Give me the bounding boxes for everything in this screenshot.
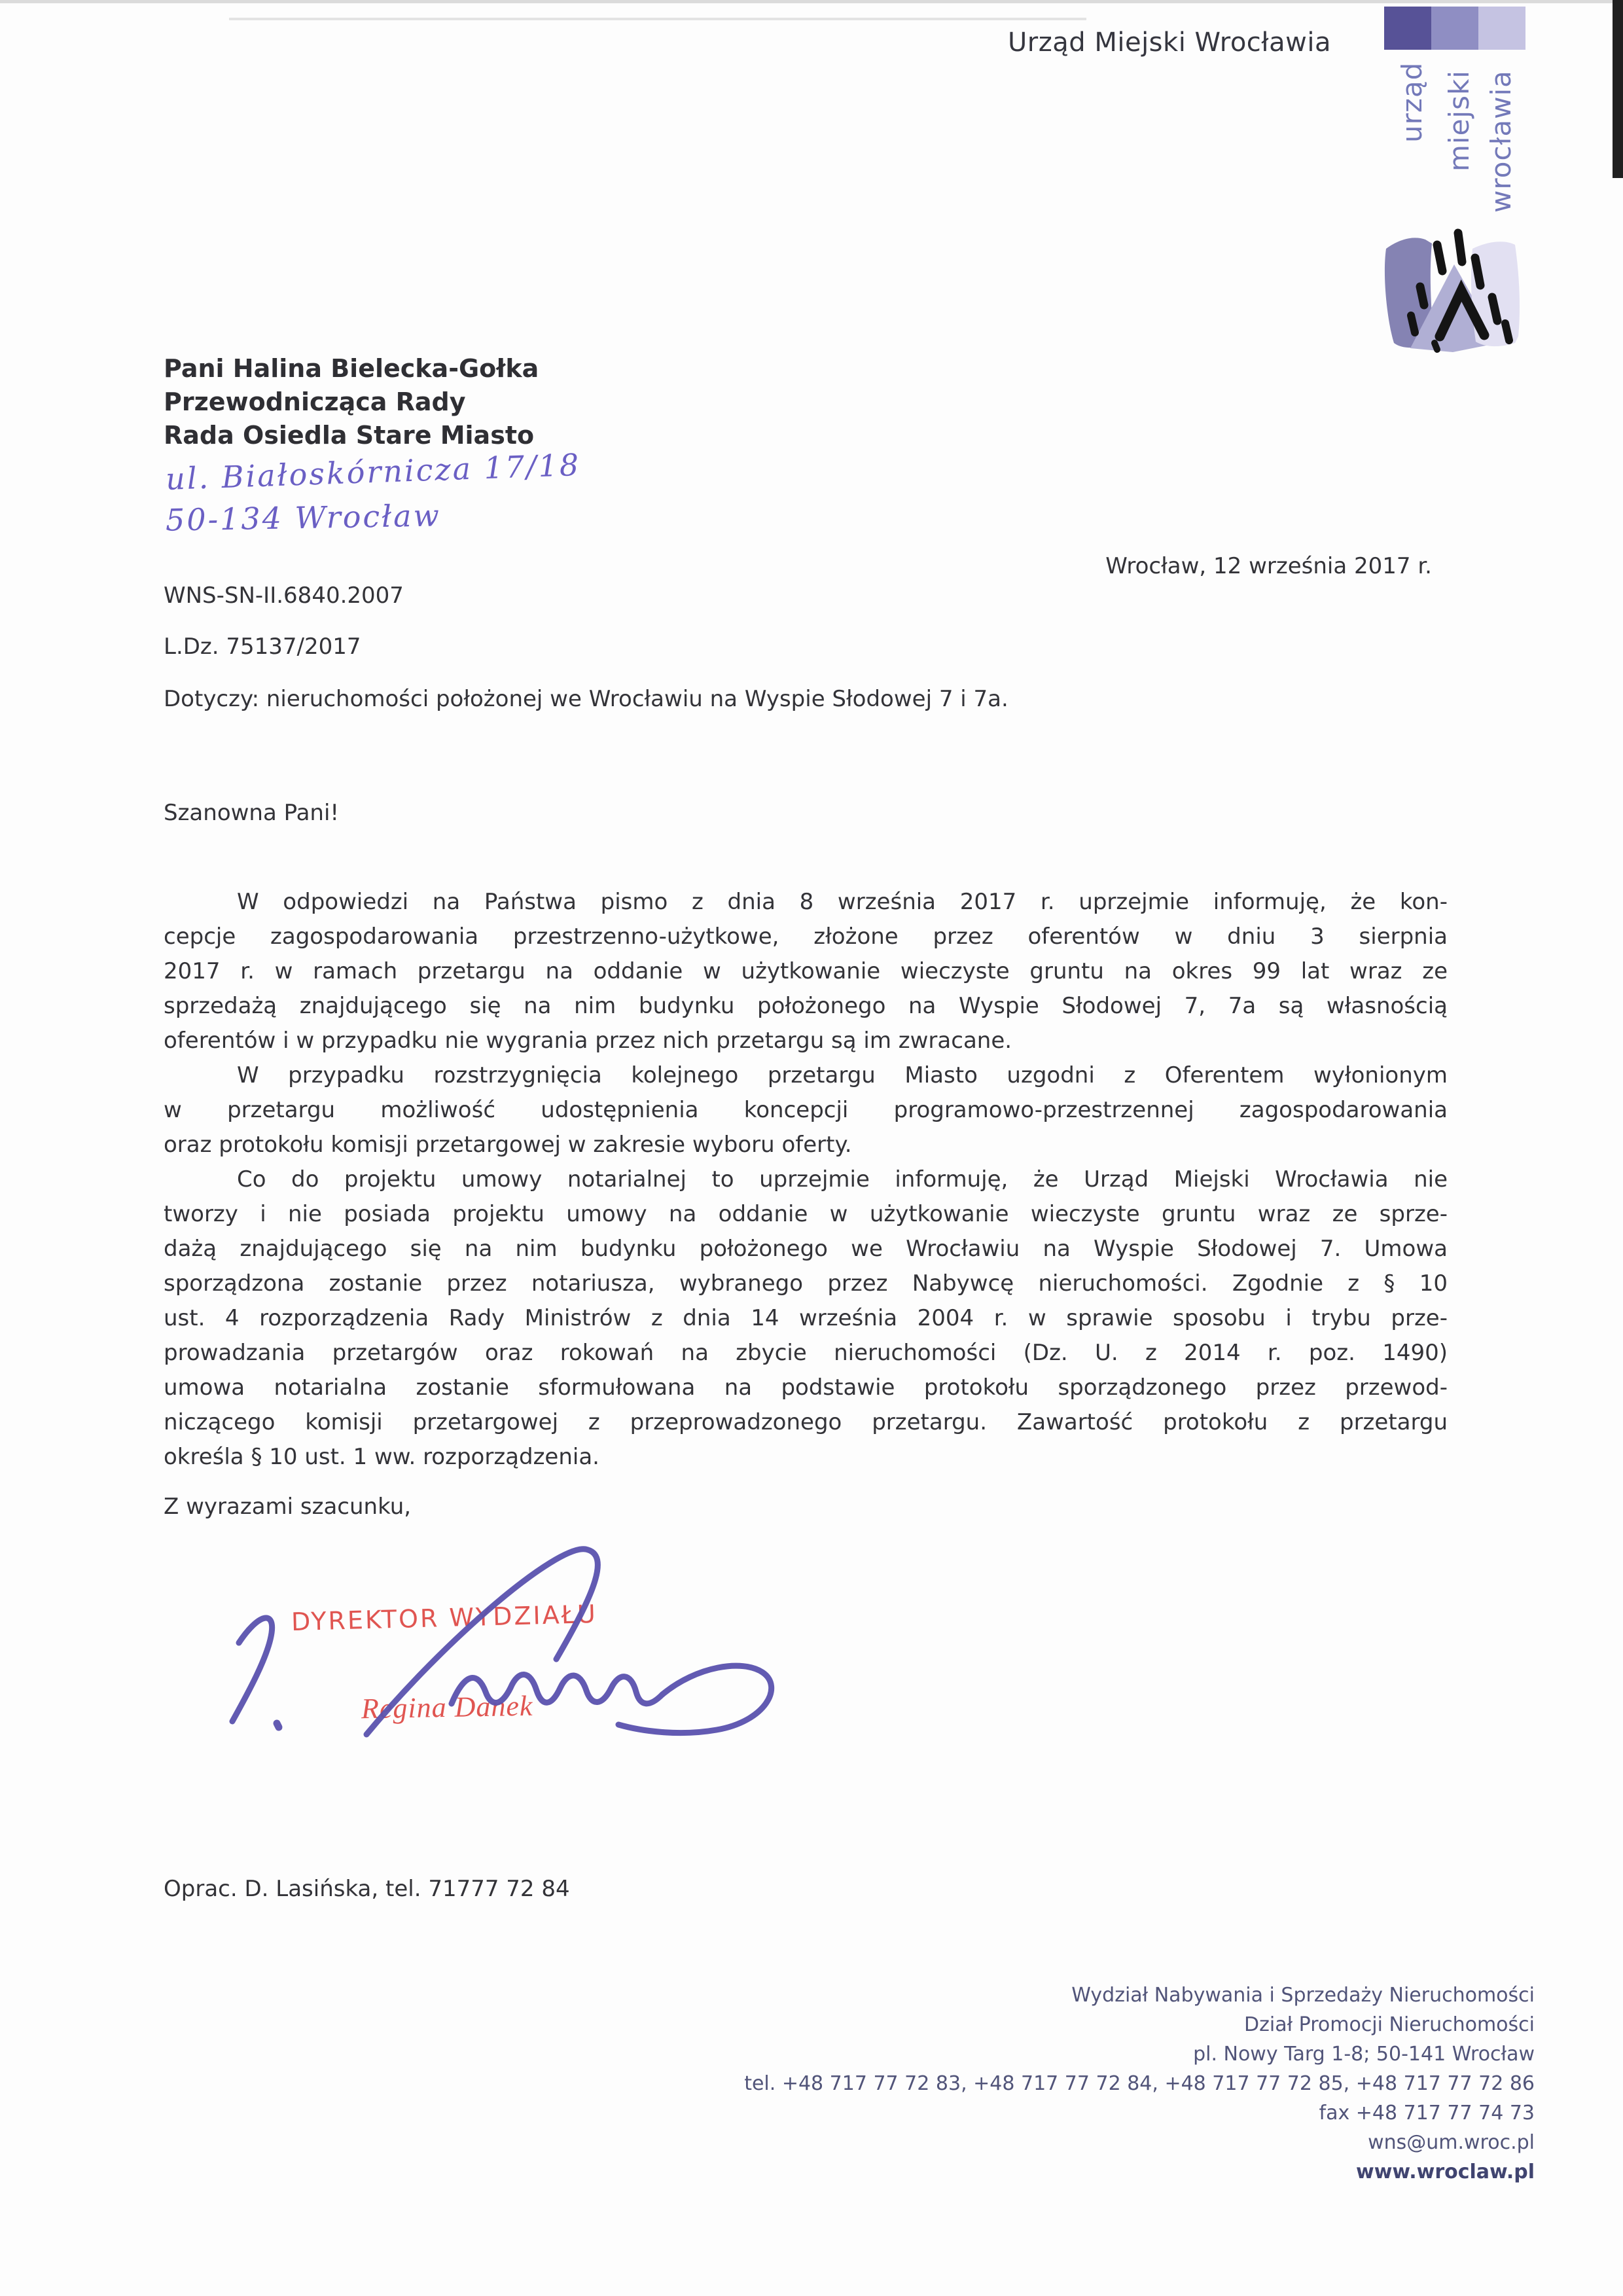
body-line: w przetargu możliwość udostępnienia koncepcji programowo-przestrzennej zagospodarowania <box>164 1097 1448 1123</box>
logo-square-medium <box>1431 7 1478 50</box>
body-line: oferentów i w przypadku nie wygrania przez nich przetargu są im zwracane. <box>164 1028 1012 1054</box>
logo-vertical-word-urzad: urząd <box>1396 62 1428 143</box>
logo-square-light <box>1478 7 1525 50</box>
prepared-by-line: Oprac. D. Lasińska, tel. 71777 72 84 <box>164 1876 570 1902</box>
handwritten-city: 50-134 Wrocław <box>165 497 442 538</box>
handwritten-signature <box>190 1535 812 1751</box>
footer-website: www.wroclaw.pl <box>1355 2161 1535 2183</box>
body-line: sprzedażą znajdującego się na nim budynku położonego na Wyspie Słodowej 7, 7a są własnością <box>164 993 1448 1019</box>
body-paragraphs <box>164 885 1448 1475</box>
journal-number: L.Dz. 75137/2017 <box>164 634 361 660</box>
stamp-signer-name: Regina Danek <box>361 1689 533 1725</box>
body-line: cepcje zagospodarowania przestrzenno-użytkowe, złożone przez oferentów w dniu 3 sierpnia <box>164 924 1448 950</box>
footer-department: Wydział Nabywania i Sprzedaży Nieruchomości <box>1071 1984 1535 2007</box>
case-number: WNS-SN-II.6840.2007 <box>164 583 404 609</box>
footer-email: wns@um.wroc.pl <box>1368 2131 1535 2154</box>
footer-address: pl. Nowy Targ 1-8; 50-141 Wrocław <box>1193 2043 1535 2066</box>
wroclaw-w-logo-icon <box>1374 224 1531 355</box>
body-line: niczącego komisji przetargowej z przeprowadzonego przetargu. Zawartość protokołu z przetargu <box>164 1409 1448 1435</box>
body-line: umowa notarialna zostanie sformułowana na podstawie protokołu sporządzonego przez przewod- <box>164 1374 1448 1401</box>
footer-phones: tel. +48 717 77 72 83, +48 717 77 72 84, +48 717 77 72 85, +48 717 77 72 86 <box>744 2072 1535 2095</box>
footer-fax: fax +48 717 77 74 73 <box>1319 2102 1535 2125</box>
logo-vertical-word-miejski: miejski <box>1443 70 1475 171</box>
body-line: Co do projektu umowy notarialnej to uprzejmie informuję, że Urząd Miejski Wrocławia nie <box>237 1166 1448 1193</box>
body-line: oraz protokołu komisji przetargowej w zakresie wyboru oferty. <box>164 1132 852 1158</box>
body-line: sporządzona zostanie przez notariusza, wybranego przez Nabywcę nieruchomości. Zgodnie z § 10 <box>164 1270 1448 1297</box>
place-and-date: Wrocław, 12 września 2017 r. <box>1105 553 1432 579</box>
scan-top-edge <box>0 0 1623 3</box>
body-line: dażą znajdującego się na nim budynku położonego we Wrocławiu na Wyspie Słodowej 7. Umowa <box>164 1236 1448 1262</box>
recipient-name: Pani Halina Bielecka-Gołka <box>164 354 539 383</box>
handwritten-street: ul. Białoskórnicza 17/18 <box>165 446 581 497</box>
body-line: 2017 r. w ramach przetargu na oddanie w użytkowanie wieczyste gruntu na okres 99 lat wraz ze <box>164 958 1448 984</box>
salutation: Szanowna Pani! <box>164 800 340 826</box>
footer-division: Dział Promocji Nieruchomości <box>1244 2013 1535 2036</box>
logo-squares <box>1384 7 1525 50</box>
scan-right-edge <box>1613 0 1623 178</box>
stamp-director-title: DYREKTOR WYDZIAŁU <box>291 1599 598 1637</box>
footer-contact-block <box>744 1981 1535 2187</box>
body-line: tworzy i nie posiada projektu umowy na oddanie w użytkowanie wieczyste gruntu wraz ze sprze- <box>164 1201 1448 1227</box>
scan-streak <box>229 18 1086 20</box>
header-title: Urząd Miejski Wrocławia <box>1008 27 1332 58</box>
body-line: prowadzania przetargów oraz rokowań na zbycie nieruchomości (Dz. U. z 2014 r. poz. 1490) <box>164 1340 1448 1366</box>
recipient-organization: Rada Osiedla Stare Miasto <box>164 421 535 450</box>
subject-line: Dotyczy: nieruchomości położonej we Wrocławiu na Wyspie Słodowej 7 i 7a. <box>164 686 1008 712</box>
closing-phrase: Z wyrazami szacunku, <box>164 1494 412 1520</box>
logo-square-dark <box>1384 7 1431 50</box>
body-line: określa § 10 ust. 1 ww. rozporządzenia. <box>164 1444 599 1470</box>
body-line: ust. 4 rozporządzenia Rady Ministrów z dnia 14 września 2004 r. w sprawie sposobu i trybu prze- <box>164 1305 1448 1331</box>
recipient-block <box>164 352 539 452</box>
logo-vertical-word-wroclawia: wrocławia <box>1485 70 1517 213</box>
recipient-role: Przewodnicząca Rady <box>164 387 466 416</box>
body-line: W przypadku rozstrzygnięcia kolejnego przetargu Miasto uzgodni z Oferentem wyłonionym <box>237 1062 1448 1088</box>
body-line: W odpowiedzi na Państwa pismo z dnia 8 września 2017 r. uprzejmie informuję, że kon- <box>237 889 1448 915</box>
